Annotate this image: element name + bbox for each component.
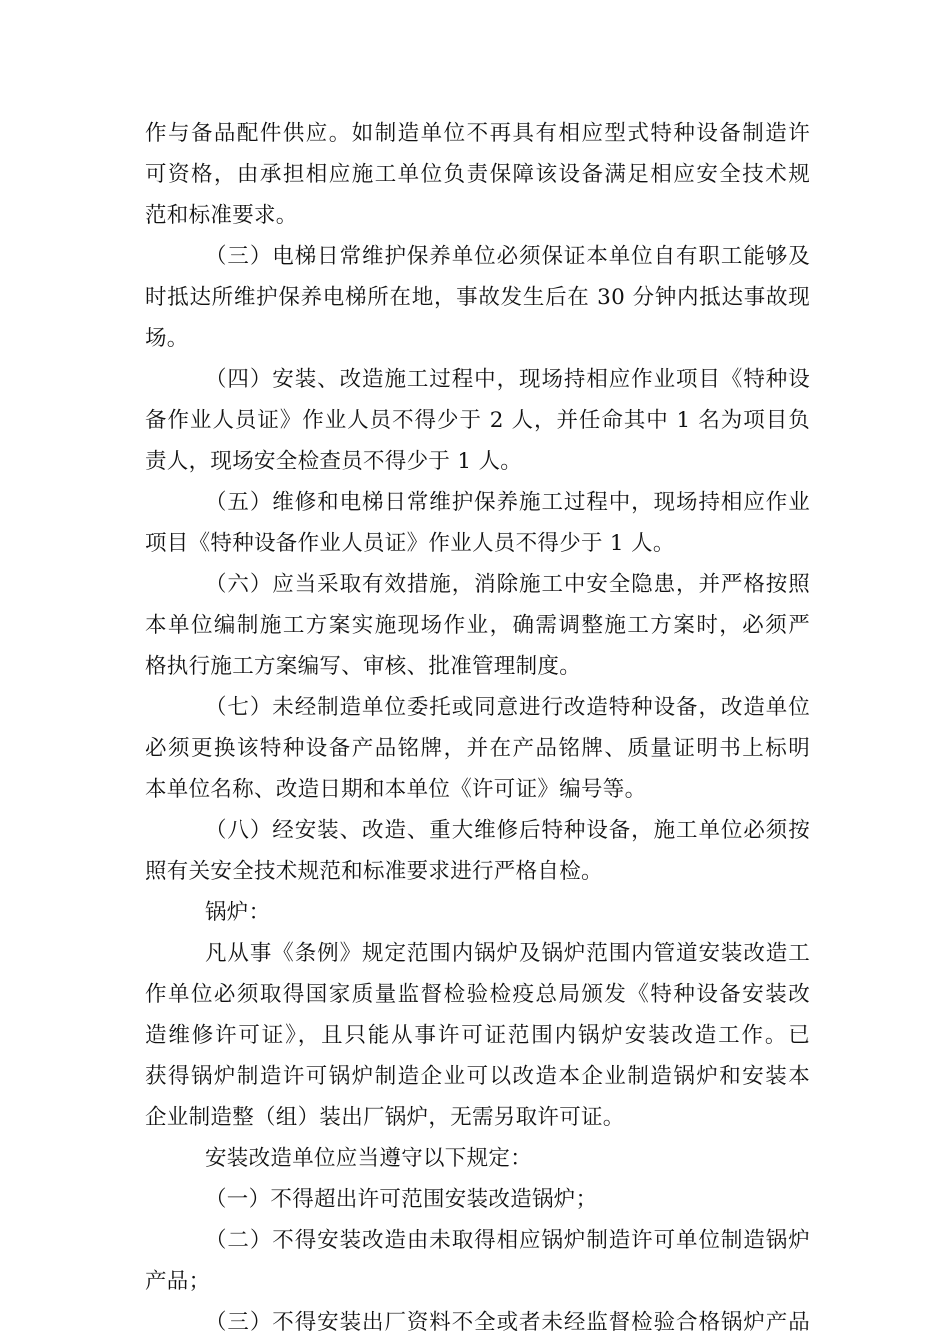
text-line: （三）电梯日常维护保养单位必须保证本单位自有职工能够及 — [205, 244, 810, 269]
text-line: （六）应当采取有效措施，消除施工中安全隐患，并严格按照 — [205, 572, 810, 597]
text-line: 造维修许可证》，且只能从事许可证范围内锅炉安装改造工作。已 — [145, 1023, 810, 1048]
section-heading: 锅炉： — [205, 900, 271, 925]
text-line: 项目《特种设备作业人员证》作业人员不得少于 1 人。 — [145, 531, 675, 556]
text-line: （二）不得安装改造由未取得相应锅炉制造许可单位制造锅炉 — [205, 1228, 810, 1253]
text-line: 企业制造整（组）装出厂锅炉，无需另取许可证。 — [145, 1105, 625, 1130]
text-line: 作单位必须取得国家质量监督检验检疫总局颁发《特种设备安装改 — [145, 982, 810, 1007]
text-line: 范和标准要求。 — [145, 203, 298, 228]
text-line: 产品； — [145, 1269, 211, 1294]
text-line: 格执行施工方案编写、审核、批准管理制度。 — [145, 654, 582, 679]
text-line: 责人，现场安全检查员不得少于 1 人。 — [145, 449, 523, 474]
text-line: （五）维修和电梯日常维护保养施工过程中，现场持相应作业 — [205, 490, 810, 515]
text-line: 备作业人员证》作业人员不得少于 2 人，并任命其中 1 名为项目负 — [145, 408, 810, 433]
text-line: 凡从事《条例》规定范围内锅炉及锅炉范围内管道安装改造工 — [205, 941, 810, 966]
text-line: 场。 — [145, 326, 189, 351]
text-line: 可资格，由承担相应施工单位负责保障该设备满足相应安全技术规 — [145, 162, 810, 187]
text-line: （八）经安装、改造、重大维修后特种设备，施工单位必须按 — [205, 818, 810, 843]
text-line: （七）未经制造单位委托或同意进行改造特种设备，改造单位 — [205, 695, 810, 720]
text-line: 本单位名称、改造日期和本单位《许可证》编号等。 — [145, 777, 647, 802]
text-line: （一）不得超出许可范围安装改造锅炉； — [205, 1187, 598, 1212]
text-line: 获得锅炉制造许可锅炉制造企业可以改造本企业制造锅炉和安装本 — [145, 1064, 810, 1089]
text-line: （三）不得安装出厂资料不全或者未经监督检验合格锅炉产品 — [205, 1310, 810, 1335]
text-line: 安装改造单位应当遵守以下规定： — [205, 1146, 533, 1171]
text-line: 本单位编制施工方案实施现场作业，确需调整施工方案时，必须严 — [145, 613, 810, 638]
text-line: 必须更换该特种设备产品铭牌，并在产品铭牌、质量证明书上标明 — [145, 736, 810, 761]
text-line: 时抵达所维护保养电梯所在地，事故发生后在 30 分钟内抵达事故现 — [145, 285, 810, 310]
text-line: 照有关安全技术规范和标准要求进行严格自检。 — [145, 859, 603, 884]
text-line: 作与备品配件供应。如制造单位不再具有相应型式特种设备制造许 — [145, 121, 810, 146]
text-line: （四）安装、改造施工过程中，现场持相应作业项目《特种设 — [205, 367, 810, 392]
